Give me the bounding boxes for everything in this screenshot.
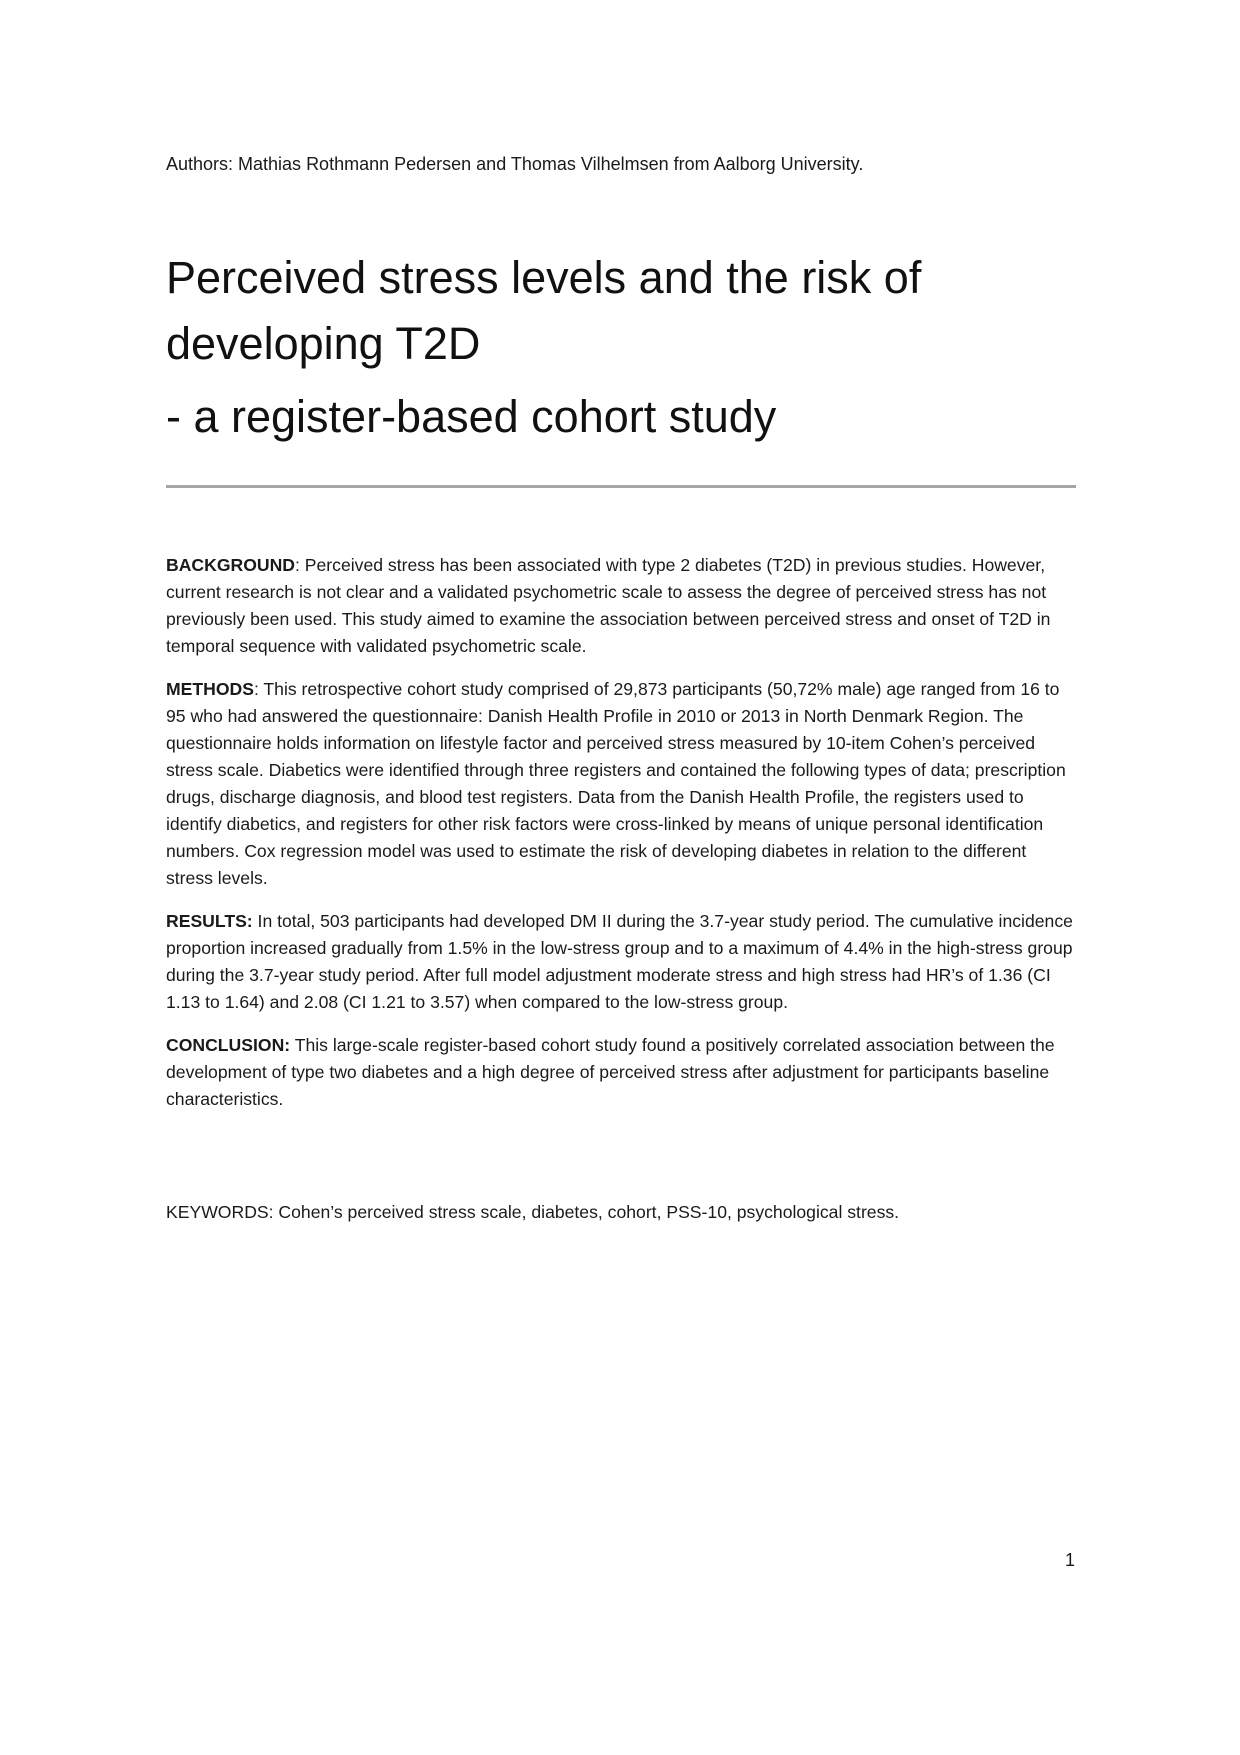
methods-label: METHODS <box>166 679 254 699</box>
title-divider <box>166 485 1076 488</box>
conclusion-label: CONCLUSION: <box>166 1035 291 1055</box>
results-text: In total, 503 participants had developed DM II during the 3.7-year study period. The cumulative incidence proportion increased gradually from 1.5% in the low-stress group and to a maximum of 4.4% in the high-stress group during the 3.7-year study period. After full model adjustment moderate stress and high stress had HR’s of 1.36 (CI 1.13 to 1.64) and 2.08 (CI 1.21 to 3.57) when compared to the low-stress group. <box>166 911 1073 1012</box>
abstract <box>166 552 1078 1129</box>
methods-text: : This retrospective cohort study comprised of 29,873 participants (50,72% male) age ranged from 16 to 95 who had answered the questionnaire: Danish Health Profile in 2010 or 2013 in North Denmark Region. The questionnaire holds information on lifestyle factor and perceived stress measured by 10-item Cohen’s perceived stress scale. Diabetics were identified through three registers and contained the following types of data; prescription drugs, discharge diagnosis, and blood test registers. Data from the Danish Health Profile, the registers used to identify diabetics, and registers for other risk factors were cross-linked by means of unique personal identification numbers. Cox regression model was used to estimate the risk of developing diabetes in relation to the different stress levels. <box>166 679 1066 888</box>
paper-subtitle: - a register-based cohort study <box>166 391 777 442</box>
conclusion-text: This large-scale register-based cohort study found a positively correlated association between the development of type two diabetes and a high degree of perceived stress after adjustment for participants baseline characteristics. <box>166 1035 1055 1109</box>
page-number: 1 <box>1064 1550 1075 1570</box>
abstract-methods <box>166 676 1078 892</box>
results-label: RESULTS: <box>166 911 253 931</box>
authors-line: Authors: Mathias Rothmann Pedersen and Thomas Vilhelmsen from Aalborg University. <box>166 154 864 174</box>
abstract-conclusion <box>166 1032 1078 1113</box>
background-text: : Perceived stress has been associated with type 2 diabetes (T2D) in previous studies. However, current research is not clear and a validated psychometric scale to assess the degree of perceived stress has not previously been used. This study aimed to examine the association between perceived stress and onset of T2D in temporal sequence with validated psychometric scale. <box>166 555 1051 656</box>
keywords-line: KEYWORDS: Cohen’s perceived stress scale, diabetes, cohort, PSS-10, psychological stress. <box>166 1202 900 1222</box>
abstract-results <box>166 908 1078 1016</box>
abstract-background <box>166 552 1078 660</box>
paper-title <box>166 245 1086 377</box>
title-line-2: developing T2D <box>166 318 481 369</box>
background-label: BACKGROUND <box>166 555 296 575</box>
title-line-1: Perceived stress levels and the risk of <box>166 252 922 303</box>
